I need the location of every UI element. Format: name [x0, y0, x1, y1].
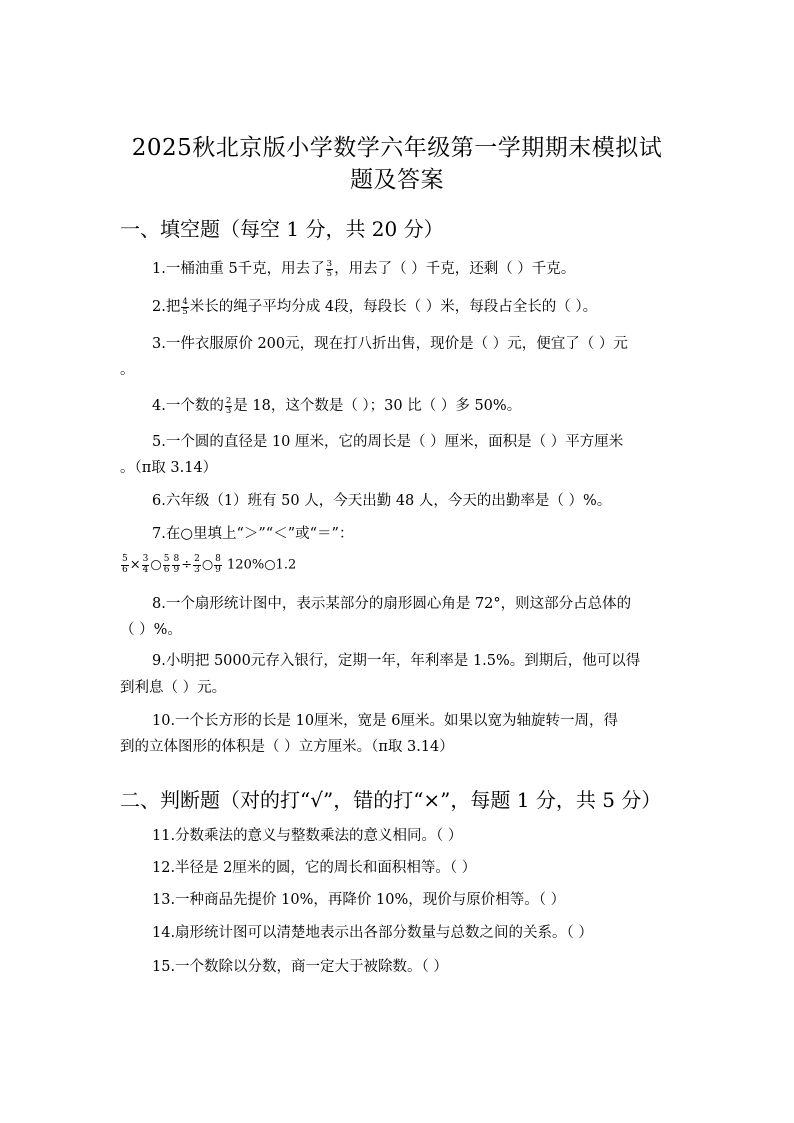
- q7-fraction-2: [142, 555, 150, 575]
- q7-fraction-1-numerator: 5: [122, 554, 128, 564]
- q7-fraction-6-denominator: 9: [215, 564, 221, 575]
- question-12: 12.半径是 2厘米的圆，它的周长和面积相等。（ ）: [152, 860, 477, 876]
- question-2-fraction: [181, 298, 188, 317]
- q7-fraction-4-numerator: 8: [173, 554, 180, 564]
- question-6: 6.六年级（1）班有 50 人，今天出勤 48 人，今天的出勤率是（ ）%。: [152, 493, 612, 509]
- q7-fraction-3-numerator: 5: [163, 554, 170, 564]
- q7-fraction-4-denominator: 9: [173, 564, 180, 575]
- question-4: [152, 396, 521, 416]
- question-1-numerator: 3: [326, 258, 333, 269]
- q7-times-sign: ×: [129, 557, 141, 573]
- q7-fraction-2-numerator: 3: [142, 554, 149, 564]
- question-7: 7.在○里填上“＞”“＜”或“＝”：: [152, 526, 354, 542]
- question-14: 14.扇形统计图可以清楚地表示出各部分数量与总数之间的关系。（ ）: [152, 925, 593, 941]
- question-15: 15.一个数除以分数，商一定大于被除数。（ ）: [152, 959, 448, 975]
- q7-fraction-1-denominator: 6: [122, 564, 128, 575]
- question-1-text-a: 1.一桶油重 5千克，用去了: [152, 261, 325, 277]
- q7-fraction-5-denominator: 3: [194, 564, 200, 575]
- section-1-heading: 一、填空题（每空 1 分，共 20 分）: [120, 217, 444, 241]
- q7-fraction-3-denominator: 6: [163, 564, 170, 575]
- question-11: 11.分数乘法的意义与整数乘法的意义相同。（ ）: [152, 828, 463, 844]
- question-2-text-b: 米长的绳子平均分成 4段，每段长（ ）米，每段占全长的（ ）。: [189, 299, 598, 315]
- question-7-comparison-row: [120, 555, 296, 576]
- question-10-line-2: 到的立体图形的体积是（ ）立方厘米。（π取 3.14）: [120, 739, 454, 755]
- question-1-denominator: 5: [326, 268, 333, 279]
- question-9-line-2: 到利息（ ）元。: [120, 680, 227, 696]
- question-4-fraction: [225, 397, 232, 416]
- section-2-heading: 二、判断题（对的打“√”，错的打“×”，每题 1 分，共 5 分）: [120, 788, 662, 812]
- document-title-line-1: 2025秋北京版小学数学六年级第一学期期末模拟试: [131, 135, 663, 161]
- question-4-numerator: 2: [225, 395, 232, 406]
- question-3-line-1: 3.一件衣服原价 200元，现在打八折出售，现价是（ ）元，便宜了（ ）元: [152, 336, 628, 352]
- q7-fraction-2-denominator: 4: [142, 564, 149, 575]
- question-5-line-2: 。（π取 3.14）: [120, 460, 218, 476]
- question-5-line-1: 5.一个圆的直径是 10 厘米，它的周长是（ ）厘米，面积是（ ）平方厘米: [152, 434, 624, 450]
- question-3-line-2: 。: [120, 362, 135, 378]
- q7-divide-sign: ÷: [181, 557, 193, 573]
- q7-fraction-5-numerator: 2: [194, 554, 200, 564]
- q7-fraction-3: [163, 555, 171, 575]
- question-2-text-a: 2.把: [152, 299, 181, 315]
- question-13: 13.一种商品先提价 10%，再降价 10%，现价与原价相等。（ ）: [152, 892, 566, 908]
- q7-fraction-4: [172, 555, 180, 575]
- q7-tail-comparison: 120%○1.2: [222, 557, 297, 573]
- question-4-denominator: 3: [225, 405, 232, 416]
- document-title-line-2: 题及答案: [350, 167, 444, 193]
- question-4-text-b: 是 18，这个数是（ ）；30 比（ ）多 50%。: [233, 398, 522, 414]
- question-1-text-b: ，用去了（ ）千克，还剩（ ）千克。: [334, 261, 576, 277]
- q7-fraction-6: [214, 555, 222, 575]
- q7-fraction-6-numerator: 8: [215, 554, 221, 564]
- question-2-denominator: 5: [182, 306, 188, 317]
- question-8-line-1: 8.一个扇形统计图中，表示某部分的扇形圆心角是 72°，则这部分占总体的: [152, 596, 632, 612]
- question-9-line-1: 9.小明把 5000元存入银行，定期一年，年利率是 1.5%。到期后，他可以得: [152, 653, 641, 669]
- question-1: [152, 259, 575, 279]
- q7-circle-1[interactable]: ○: [150, 557, 162, 573]
- question-2-numerator: 4: [182, 296, 188, 307]
- q7-circle-2[interactable]: ○: [201, 557, 214, 573]
- q7-fraction-5: [193, 555, 201, 575]
- question-1-fraction: [326, 260, 333, 279]
- question-4-text-a: 4.一个数的: [152, 398, 224, 414]
- question-10-line-1: 10.一个长方形的长是 10厘米，宽是 6厘米。如果以宽为轴旋转一周，得: [152, 713, 618, 729]
- question-8-line-2: （ ）%。: [120, 622, 182, 638]
- q7-fraction-1: [121, 555, 129, 575]
- question-2: [152, 297, 597, 317]
